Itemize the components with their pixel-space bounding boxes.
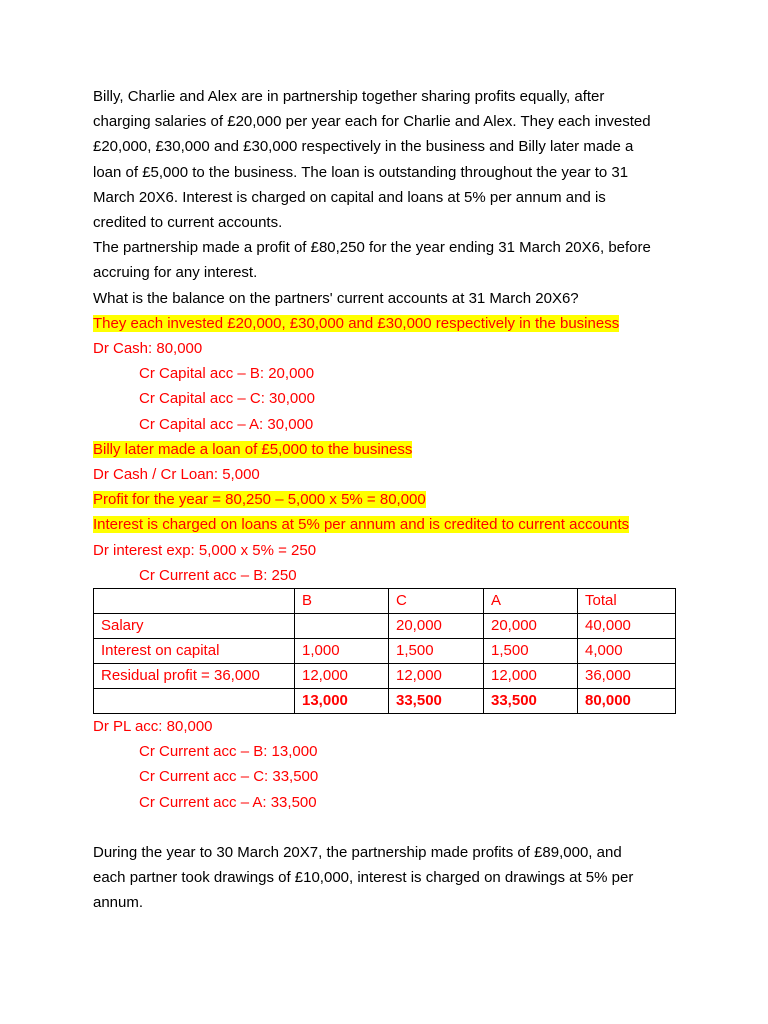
paragraph-line: March 20X6. Interest is charged on capital and loans at 5% per annum and is: [93, 188, 606, 206]
paragraph-line: charging salaries of £20,000 per year each for Charlie and Alex. They each invested: [93, 113, 651, 131]
table-total-cell: 33,500: [389, 689, 484, 714]
journal-credit: Cr Current acc – A: 33,500: [139, 793, 317, 811]
journal-credit: Cr Current acc – B: 250: [139, 566, 297, 584]
table-cell: 4,000: [578, 639, 676, 664]
table-header-cell: B: [295, 589, 389, 614]
table-total-cell: 33,500: [484, 689, 578, 714]
journal-credit: Cr Capital acc – A: 30,000: [139, 415, 314, 433]
table-cell: Residual profit = 36,000: [94, 664, 295, 689]
journal-debit: Dr PL acc: 80,000: [93, 718, 213, 736]
highlighted-note: They each invested £20,000, £30,000 and £30,000 respectively in the business: [93, 314, 620, 332]
table-total-cell: [94, 689, 295, 714]
table-total-cell: 80,000: [578, 689, 676, 714]
paragraph-line: During the year to 30 March 20X7, the partnership made profits of £89,000, and: [93, 843, 622, 861]
highlighted-note: Profit for the year = 80,250 – 5,000 x 5% = 80,000: [93, 491, 426, 509]
table-cell: 1,000: [295, 639, 389, 664]
question-text: [93, 84, 683, 311]
follow-up-question: [93, 840, 683, 916]
table-cell: 1,500: [389, 639, 484, 664]
journal-credit: Cr Current acc – C: 33,500: [139, 768, 319, 786]
table-cell: Interest on capital: [94, 639, 295, 664]
table-header-cell: Total: [578, 589, 676, 614]
paragraph-line: loan of £5,000 to the business. The loan is outstanding throughout the year to 31: [93, 163, 629, 181]
journal-debit: Dr interest exp: 5,000 x 5% = 250: [93, 541, 317, 559]
journal-debit: Dr Cash: 80,000: [93, 340, 203, 358]
answer-working: [93, 311, 683, 815]
table-cell: 40,000: [578, 614, 676, 639]
paragraph-line: accruing for any interest.: [93, 264, 258, 282]
journal-entry: Dr Cash / Cr Loan: 5,000: [93, 466, 260, 484]
table-total-row: [94, 689, 676, 714]
table-cell: [295, 614, 389, 639]
table-header-cell: C: [389, 589, 484, 614]
table-cell: 1,500: [484, 639, 578, 664]
profit-appropriation-table: [93, 588, 676, 714]
table-row: [94, 639, 676, 664]
paragraph-line: credited to current accounts.: [93, 214, 283, 232]
journal-credit: Cr Capital acc – C: 30,000: [139, 390, 315, 408]
paragraph-line: The partnership made a profit of £80,250 for the year ending 31 March 20X6, before: [93, 239, 651, 257]
table-cell: 12,000: [389, 664, 484, 689]
table-row: [94, 664, 676, 689]
document-body: [93, 84, 683, 915]
table-total-cell: 13,000: [295, 689, 389, 714]
table-cell: 12,000: [295, 664, 389, 689]
paragraph-line: Billy, Charlie and Alex are in partnership together sharing profits equally, after: [93, 88, 605, 105]
table-header-cell: [94, 589, 295, 614]
question-line: What is the balance on the partners' current accounts at 31 March 20X6?: [93, 289, 579, 307]
table-header-cell: A: [484, 589, 578, 614]
table-cell: 12,000: [484, 664, 578, 689]
table-cell: Salary: [94, 614, 295, 639]
paragraph-line: each partner took drawings of £10,000, interest is charged on drawings at 5% per: [93, 869, 634, 887]
journal-credit: Cr Capital acc – B: 20,000: [139, 365, 315, 383]
table-row: [94, 614, 676, 639]
table-header-row: [94, 589, 676, 614]
paragraph-line: annum.: [93, 894, 144, 912]
highlighted-note: Billy later made a loan of £5,000 to the business: [93, 440, 413, 458]
journal-credit: Cr Current acc – B: 13,000: [139, 743, 318, 761]
table-cell: 20,000: [389, 614, 484, 639]
paragraph-line: £20,000, £30,000 and £30,000 respectively in the business and Billy later made a: [93, 138, 634, 156]
table-cell: 36,000: [578, 664, 676, 689]
table-cell: 20,000: [484, 614, 578, 639]
highlighted-note: Interest is charged on loans at 5% per annum and is credited to current accounts: [93, 516, 630, 534]
